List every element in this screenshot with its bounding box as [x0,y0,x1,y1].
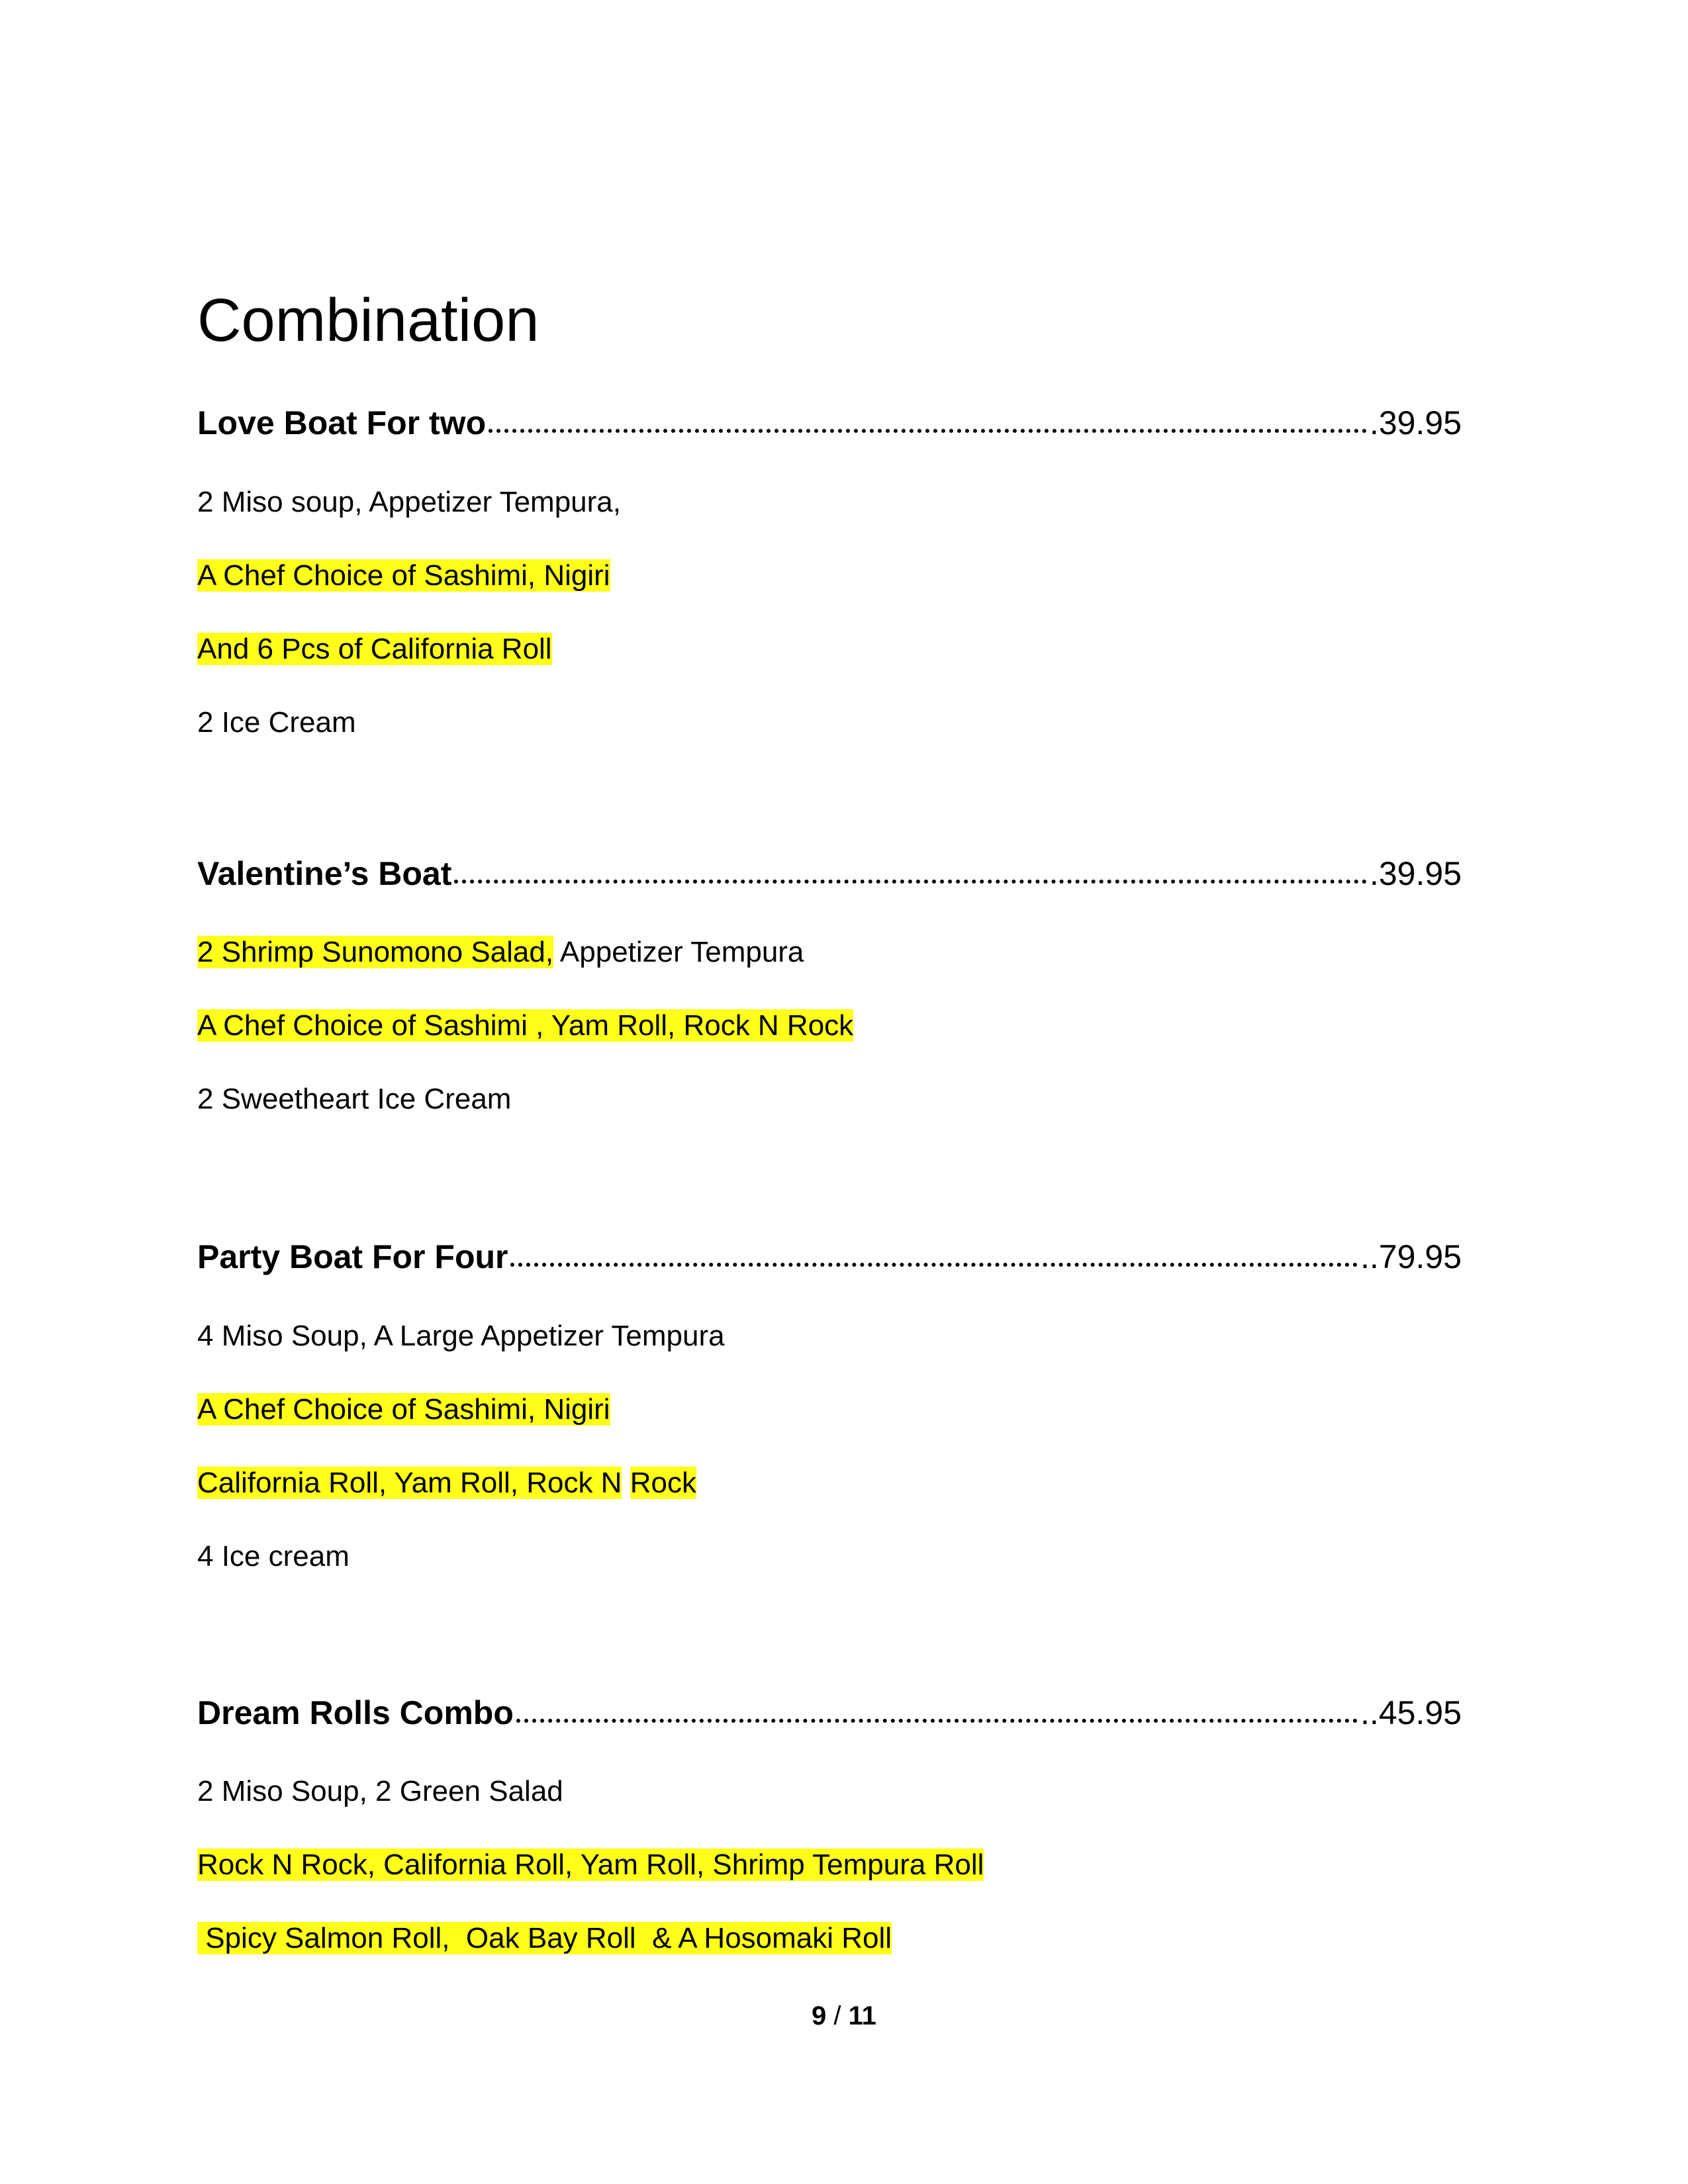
item-line [197,1080,511,1118]
item-line [197,1537,350,1576]
item-name: Love Boat For two [197,404,487,441]
page-separator: / [826,2001,849,2030]
current-page: 9 [812,2001,827,2030]
highlighted-text: A Chef Choice of Sashimi, Nigiri [197,1393,610,1426]
item-line [197,704,356,742]
highlighted-text: 2 Shrimp Sunomono Salad, [197,936,554,968]
item-price: ..45.95 [1360,1694,1462,1731]
line-text [622,1467,630,1499]
item-name: Party Boat For Four [197,1238,508,1275]
highlighted-text: A Chef Choice of Sashimi , Yam Roll, Rock N Rock [197,1009,854,1042]
page-number [0,1997,1688,2034]
item-line [197,630,552,668]
item-line [197,1317,725,1355]
page-title: Combination [197,287,539,354]
dot-leader [454,870,1367,884]
highlighted-text: Spicy Salmon Roll, Oak Bay Roll & A Hosomaki Roll [197,1922,892,1954]
highlighted-text: California Roll, Yam Roll, Rock N [197,1467,622,1499]
dot-leader [516,1709,1358,1723]
line-text: 4 Miso Soup, A Large Appetizer Tempura [197,1320,725,1352]
menu-item-header [197,400,1462,446]
item-line [197,1007,853,1045]
item-price: .39.95 [1369,404,1462,441]
item-line [197,483,621,522]
line-text: Appetizer Tempura [553,936,804,968]
item-line [197,1464,696,1502]
line-text: 2 Sweetheart Ice Cream [197,1083,512,1115]
line-text: 4 Ice cream [197,1540,350,1572]
highlighted-text: And 6 Pcs of California Roll [197,633,552,665]
line-text: 2 Miso soup, Appetizer Tempura, [197,486,621,518]
menu-item-header [197,1690,1462,1736]
item-name: Dream Rolls Combo [197,1694,514,1731]
item-price: ..79.95 [1360,1238,1462,1275]
menu-item-header [197,850,1462,897]
item-line [197,557,610,595]
line-text: 2 Ice Cream [197,706,356,739]
item-line [197,1846,984,1884]
highlighted-text: Rock N Rock, California Roll, Yam Roll, Shrimp Tempura Roll [197,1848,984,1881]
dot-leader [489,420,1367,433]
highlighted-text: Rock [630,1467,696,1499]
dot-leader [510,1253,1358,1267]
highlighted-text: A Chef Choice of Sashimi, Nigiri [197,559,610,592]
item-line [197,1772,563,1811]
menu-item-header [197,1234,1462,1280]
item-line [197,1919,892,1958]
item-price: .39.95 [1369,855,1462,892]
line-text: 2 Miso Soup, 2 Green Salad [197,1775,563,1807]
total-pages: 11 [848,2001,876,2030]
item-line [197,933,804,972]
item-line [197,1390,610,1429]
item-name: Valentine’s Boat [197,855,452,892]
